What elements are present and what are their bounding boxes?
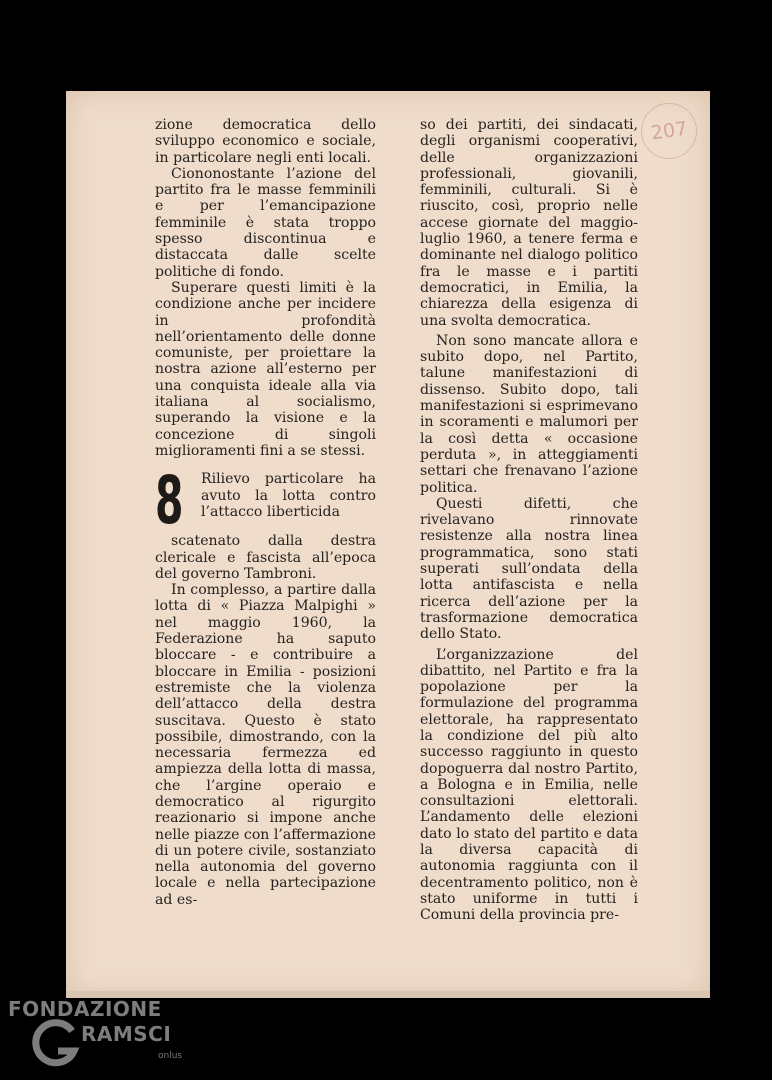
logo-text-fondazione: FONDAZIONE xyxy=(8,997,162,1021)
paragraph: Questi difetti, che rivelavano rinnovate resistenze alla nostra linea programmatica, sono stati superati sull’ondata della lotta antifascista e nella ricerca dell’azione per la trasformazione democratica dello Stato. xyxy=(420,495,638,643)
logo-text-gramsci: RAMSCI xyxy=(81,1022,172,1046)
fondazione-gramsci-logo xyxy=(0,995,210,1080)
logo-text-onlus: onlus xyxy=(158,1051,183,1061)
paragraph: so dei partiti, dei sindacati, degli organismi cooperativi, delle organizzazioni professionali, giovanili, femminili, culturali. Si è riuscito, così, proprio nelle accese giornate del maggio-luglio 1960, a tenere ferma e dominante nel dialogo politico fra le masse e i partiti democratici, in Emilia, la chiarezza della esigenza di una svolta democratica. xyxy=(420,117,638,329)
section-intro: Rilievo particolare ha avuto la lotta contro l’attacco liberticida xyxy=(201,471,376,520)
right-text-column xyxy=(420,117,638,924)
left-text-column xyxy=(155,117,376,908)
section-8-heading xyxy=(155,462,376,540)
paragraph: Non sono mancate allora e subito dopo, nel Partito, talune manifestazioni di dissenso. Subito dopo, tali manifestazioni si esprimevano in scoramenti e malumori per la così detta « occasione perduta », in atteggiamenti settari che frenavano l’azione politica. xyxy=(420,332,638,496)
paragraph: In complesso, a partire dalla lotta di « Piazza Malpighi » nel maggio 1960, la Federazione ha saputo bloccare - e contribuire a bloccare in Emilia - posizioni estremiste che la violenza dell’attacco della destra suscitava. Questo è stato possibile, dimostrando, con la necessaria fermezza ed ampiezza della lotta di massa, che l’argine operaio e democratico al rigurgito reazionario si impone anche nelle piazze con l’affermazione di un potere civile, sostanziato nella autonomia del governo locale e nella partecipazione ad es- xyxy=(155,582,376,908)
archive-stamp xyxy=(641,103,697,159)
paragraph: Ciononostante l’azione del partito fra le masse femminili e per l’emancipazione femminile è stata troppo spesso discontinua e distaccata dalle scelte politiche di fondo. xyxy=(155,165,376,280)
logo-g-icon xyxy=(28,1017,82,1071)
archive-number: 207 xyxy=(649,117,689,145)
section-number: 8 xyxy=(155,462,184,540)
paragraph: Superare questi limiti è la condizione anche per incidere in profondità nell’orientamento delle donne comuniste, per proiettare la nostra azione all’esterno per una conquista ideale alla via italiana al socialismo, superando la visione e la concezione di singoli miglioramenti fini a se stessi. xyxy=(155,279,376,459)
paragraph: zione democratica dello sviluppo economico e sociale, in particolare negli enti locali. xyxy=(155,117,376,166)
paragraph: L’organizzazione del dibattito, nel Partito e fra la popolazione per la formulazione del programma elettorale, ha rappresentato la condizione del più alto successo raggiunto in questo dopoguerra dal nostro Partito, a Bologna e in Emilia, nelle consultazioni elettorali. L’andamento delle elezioni dato lo stato del partito e data la diversa capacità di autonomia raggiunta con il decentramento politico, non è stato uniforme in tutti i Comuni della provincia pre- xyxy=(420,646,638,924)
paragraph: scatenato dalla destra clericale e fascista all’epoca del governo Tambroni. xyxy=(155,533,376,582)
